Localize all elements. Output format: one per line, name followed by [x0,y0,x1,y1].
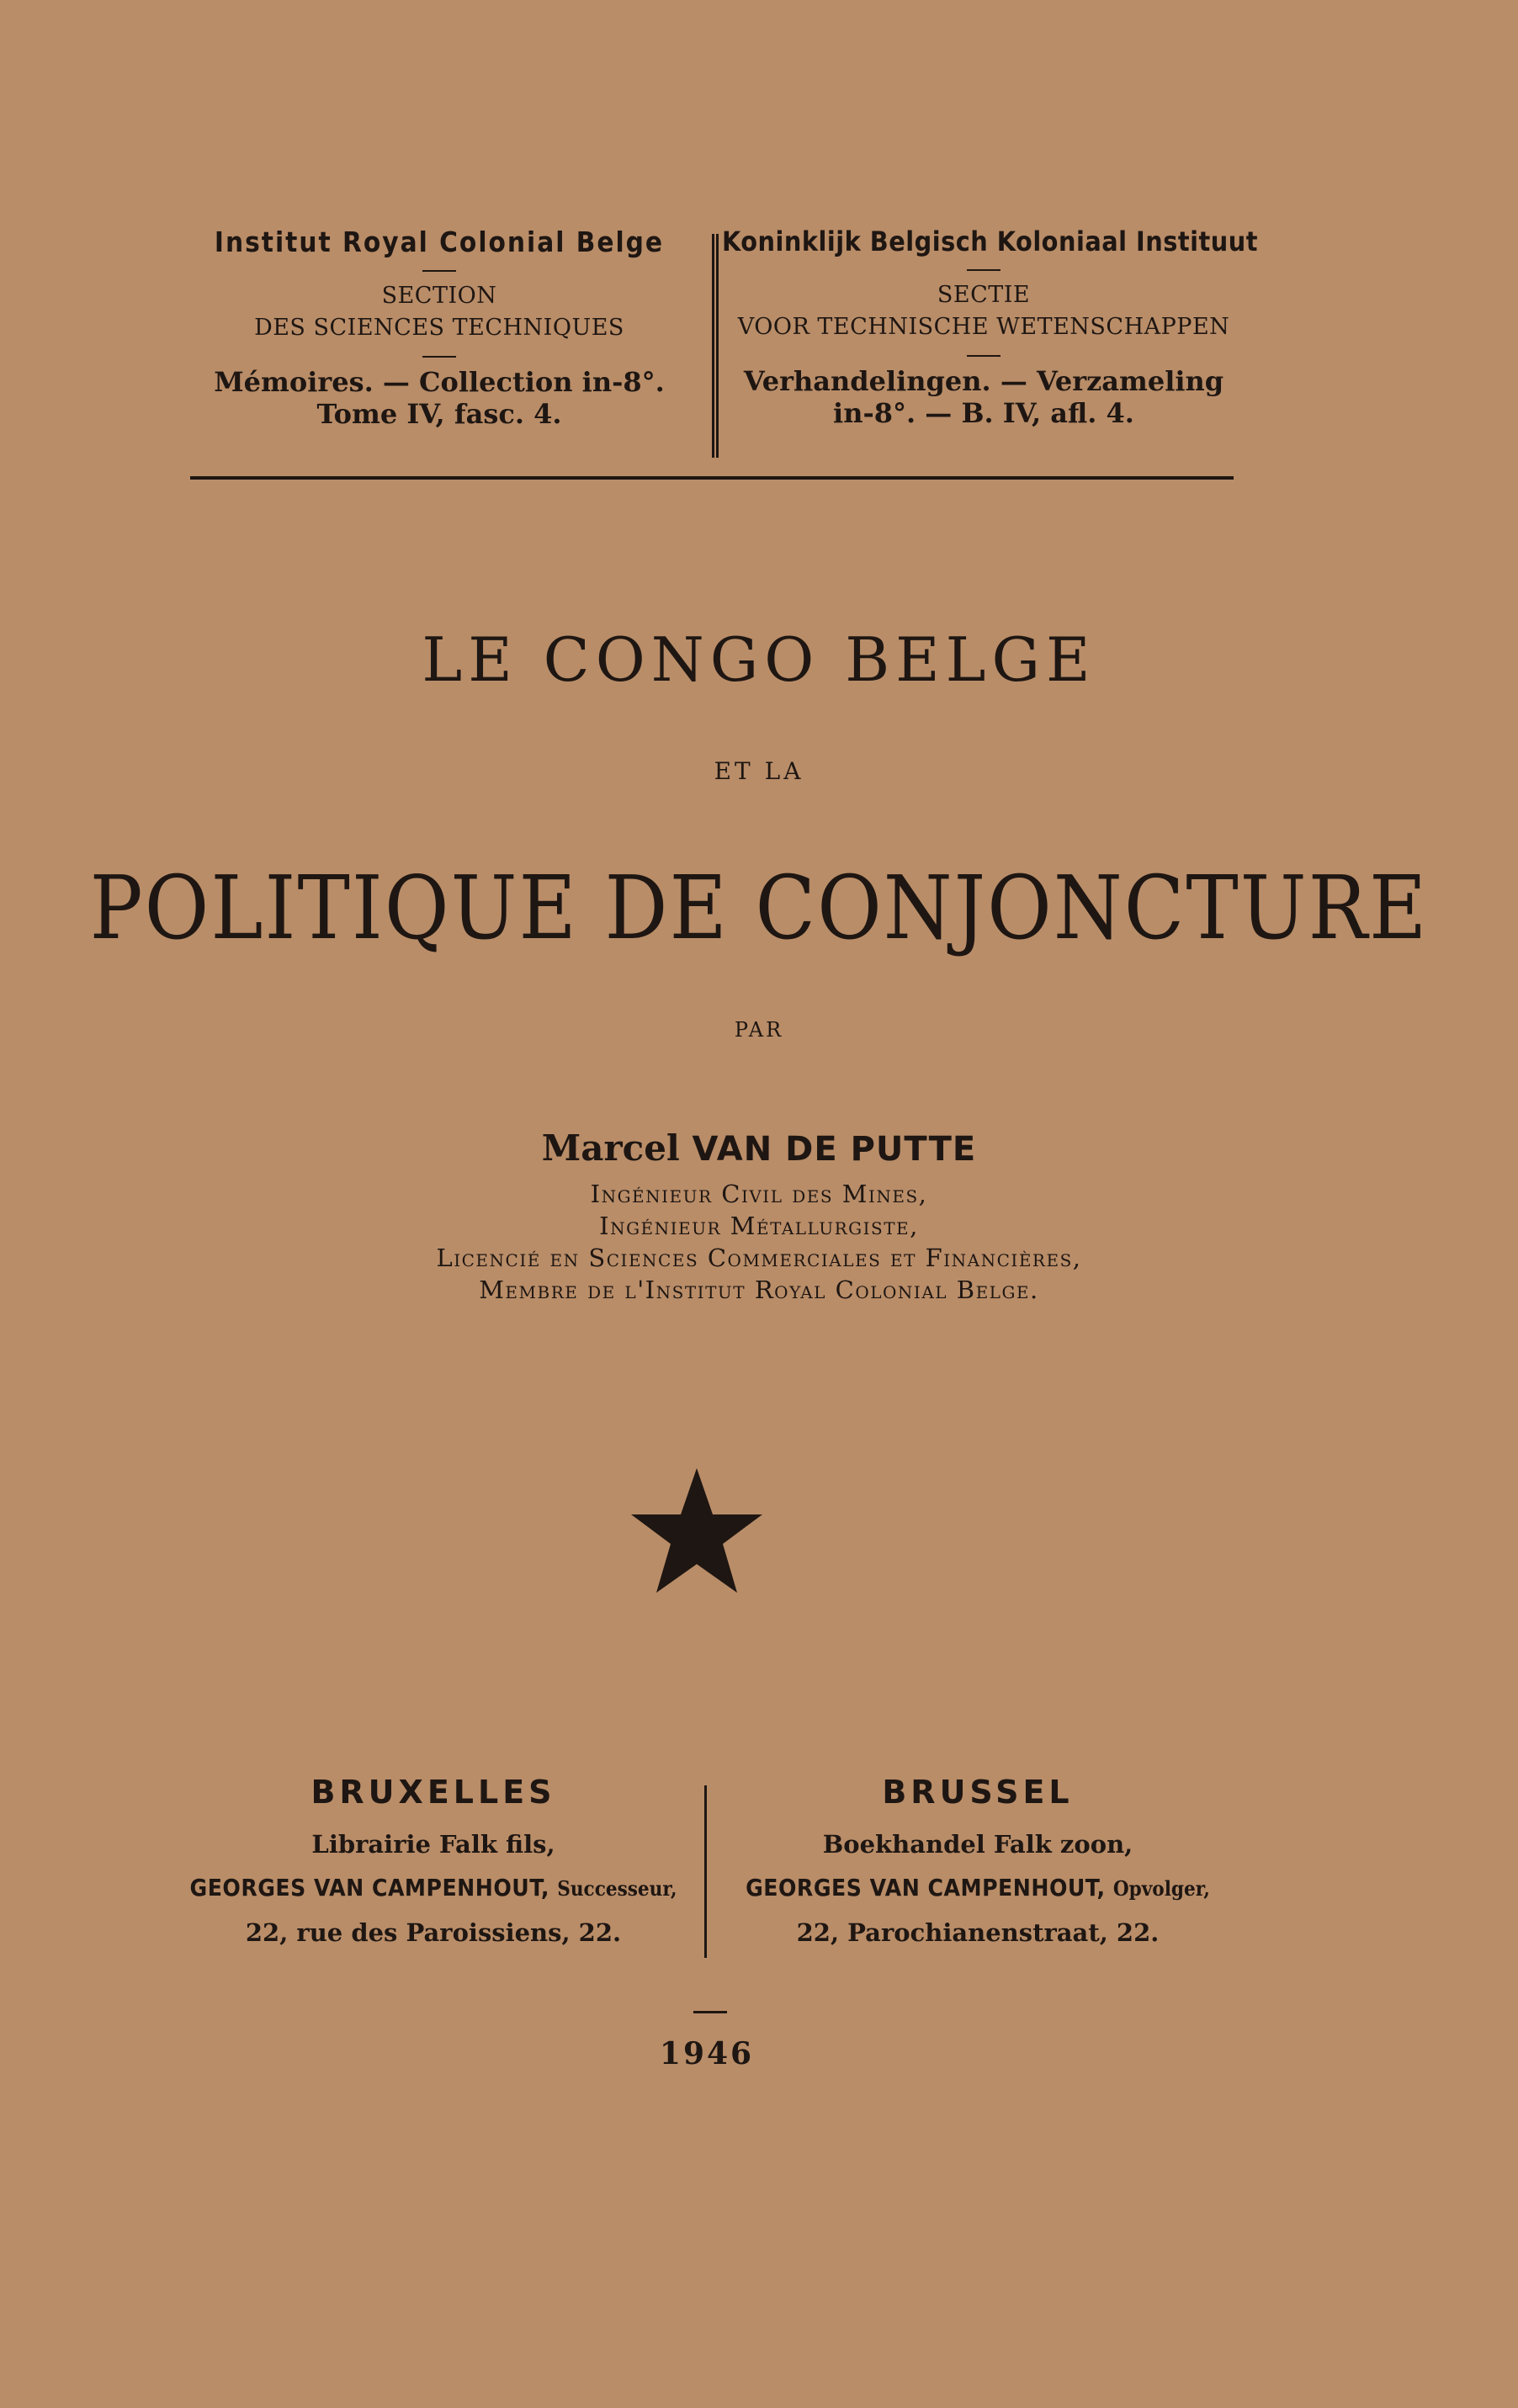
author-first-name: Marcel [541,1127,680,1169]
section-line: SECTION [381,283,497,309]
by-line-label: PAR [734,1018,784,1042]
year-dash [693,2011,727,2013]
qualification-line: Ingénieur Civil des Mines, [590,1180,928,1208]
separator-dash [967,269,1000,271]
series-line: Mémoires. — Collection in-8°. [214,366,665,398]
title-subject: POLITIQUE DE CONJONCTURE [89,857,1429,959]
separator-dash [422,356,456,358]
imprint-left-french [168,1774,698,1955]
header-double-divider [712,234,719,458]
imprint-address: 22, rue des Paroissiens, 22. [245,1918,622,1947]
qualification-line: Ingénieur Métallurgiste, [599,1212,919,1240]
imprint-city: BRUXELLES [310,1774,556,1811]
imprint-city: BRUSSEL [882,1774,1074,1811]
imprint-publisher [717,1866,1239,1911]
publication-year: 1946 [659,2036,755,2071]
qualification-line: Membre de l'Institut Royal Colonial Belge. [479,1276,1039,1304]
section-line: VOOR TECHNISCHE WETENSCHAPPEN [737,314,1230,340]
imprint-publisher [168,1866,698,1911]
section-line: SECTIE [937,282,1031,308]
header-left-french [188,225,690,430]
imprint-address: 22, Parochianenstraat, 22. [796,1918,1160,1947]
author-last-name: VAN DE PUTTE [692,1130,977,1169]
imprint-shop: Librairie Falk fils, [311,1830,555,1859]
author-name [0,1127,1518,1169]
institute-name-fr: Institut Royal Colonial Belge [214,225,665,258]
separator-dash [967,355,1000,357]
publisher-role: Opvolger, [1112,1876,1210,1901]
series-line: in-8°. — B. IV, afl. 4. [833,397,1134,429]
series-line: Verhandelingen. — Verzameling [743,365,1224,397]
section-line: DES SCIENCES TECHNIQUES [254,315,624,341]
institute-name-nl: Koninklijk Belgisch Koloniaal Instituut [722,225,1259,257]
author-qualifications [0,1178,1518,1306]
imprint-divider [704,1785,707,1958]
header-right-dutch [722,225,1259,429]
series-line: Tome IV, fasc. 4. [316,398,562,430]
imprint-right-dutch [717,1774,1239,1955]
publisher-role: Successeur, [557,1876,677,1901]
publisher-name: GEORGES VAN CAMPENHOUT, [189,1874,549,1901]
star-icon [629,1468,764,1594]
title-connector: ET LA [714,757,804,785]
separator-dash [422,270,456,272]
imprint-shop: Boekhandel Falk zoon, [822,1830,1133,1859]
header-rule [190,476,1234,480]
title-main: LE CONGO BELGE [422,624,1096,695]
qualification-line: Licencié en Sciences Commerciales et Financières, [436,1244,1082,1272]
publisher-name: GEORGES VAN CAMPENHOUT, [746,1874,1106,1901]
